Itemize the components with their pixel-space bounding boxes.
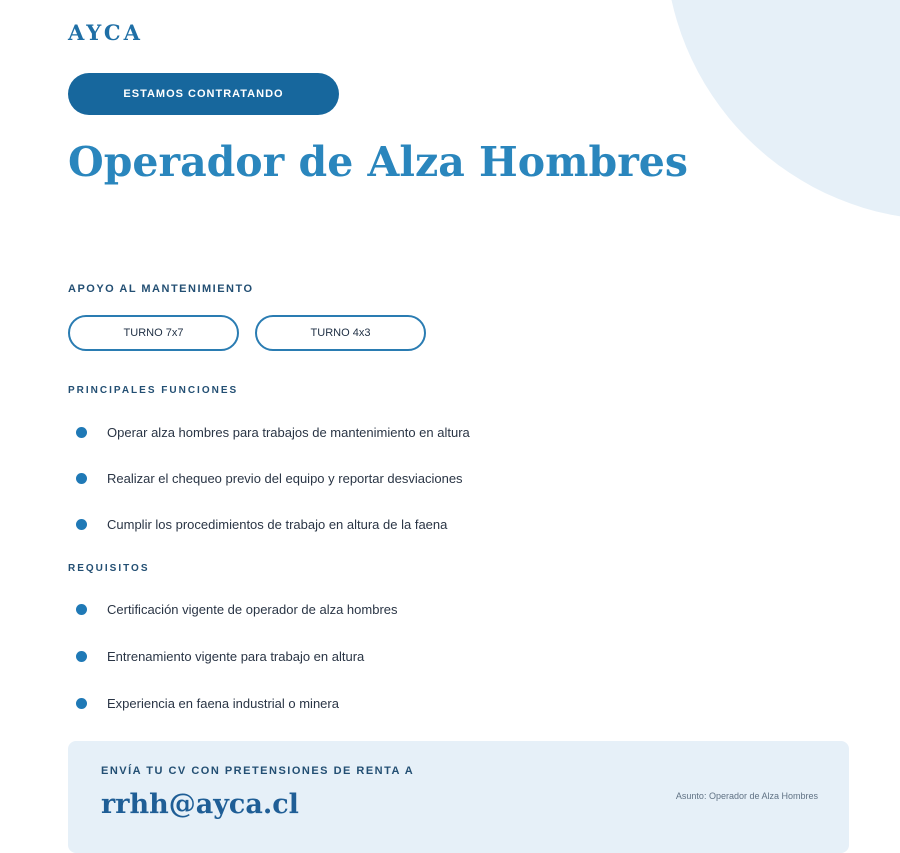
area-label: APOYO AL MANTENIMIENTO — [68, 283, 254, 295]
function-text: Cumplir los procedimientos de trabajo en altura de la faena — [107, 517, 448, 532]
function-text: Realizar el chequeo previo del equipo y reportar desviaciones — [107, 471, 463, 486]
bullet-icon — [76, 473, 87, 484]
brand-logo: AYCA — [68, 20, 143, 45]
requirement-text: Certificación vigente de operador de alza hombres — [107, 602, 398, 617]
requirement-item — [76, 649, 364, 664]
bullet-icon — [76, 651, 87, 662]
function-item — [76, 471, 463, 486]
bullet-icon — [76, 519, 87, 530]
requirement-text: Entrenamiento vigente para trabajo en altura — [107, 649, 365, 664]
requirements-heading: REQUISITOS — [68, 563, 150, 574]
requirement-item — [76, 602, 398, 617]
bullet-icon — [76, 427, 87, 438]
bullet-icon — [76, 698, 87, 709]
requirement-text: Experiencia en faena industrial o minera — [107, 696, 339, 711]
job-title: Operador de Alza Hombres — [68, 138, 688, 186]
hiring-badge: ESTAMOS CONTRATANDO — [68, 73, 339, 115]
bullet-icon — [76, 604, 87, 615]
contact-email-link[interactable]: rrhh@ayca.cl — [101, 789, 299, 820]
function-item — [76, 517, 447, 532]
shift-badge-7x7: TURNO 7x7 — [68, 315, 239, 351]
contact-card — [68, 741, 849, 853]
function-text: Operar alza hombres para trabajos de mantenimiento en altura — [107, 425, 470, 440]
contact-label: ENVÍA TU CV CON PRETENSIONES DE RENTA A — [101, 765, 415, 777]
function-item — [76, 425, 470, 440]
contact-subject: Asunto: Operador de Alza Hombres — [675, 791, 818, 801]
functions-heading: PRINCIPALES FUNCIONES — [68, 385, 239, 396]
decorative-circle — [665, 0, 900, 220]
requirement-item — [76, 696, 339, 711]
shift-badge-4x3: TURNO 4x3 — [255, 315, 426, 351]
